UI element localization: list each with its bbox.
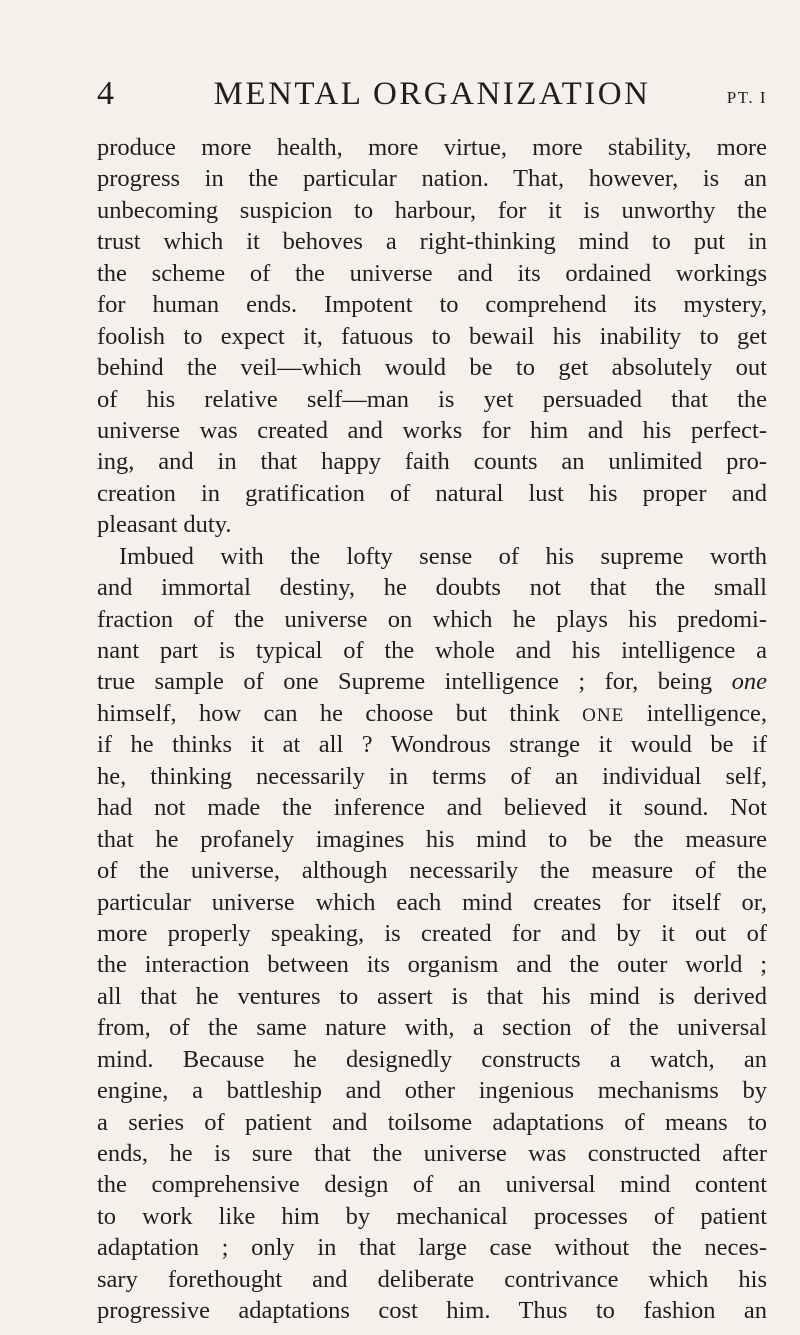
- text-line: unbecoming suspicion to harbour, for it is unworthy the: [97, 196, 767, 224]
- text-line: of the universe, although necessarily the measure of the: [97, 857, 767, 885]
- text-line: adaptation ; only in that large case without the neces-: [97, 1234, 767, 1262]
- text-line: mind. Because he designedly constructs a watch, an: [97, 1045, 767, 1073]
- text-line: if he thinks it at all ? Wondrous strange it would be if: [97, 731, 767, 759]
- body-text: [97, 132, 767, 1327]
- text-line: of his relative self—man is yet persuaded that the: [97, 385, 767, 413]
- text-line: pleasant duty.: [97, 511, 232, 539]
- text-line: universe was created and works for him and his perfect-: [97, 416, 767, 444]
- text-line: all that he ventures to assert is that his mind is derived: [97, 982, 767, 1010]
- text-line: particular universe which each mind creates for itself or,: [97, 888, 767, 916]
- text-segment: himself, how can he choose but think: [97, 699, 560, 727]
- text-line: the scheme of the universe and its ordained workings: [97, 259, 767, 287]
- text-segment: intelligence,: [646, 699, 767, 727]
- text-line: behind the veil—which would be to get absolutely out: [97, 354, 767, 382]
- text-line: from, of the same nature with, a section of the universal: [97, 1014, 767, 1042]
- text-segment: true sample of one Supreme intelligence ; for, being: [97, 668, 713, 696]
- text-line: ing, and in that happy faith counts an unlimited pro-: [97, 448, 767, 476]
- text-line-with-small-caps: [97, 698, 767, 729]
- paragraph-start-line: Imbued with the lofty sense of his supreme worth: [119, 542, 767, 570]
- text-line: the interaction between its organism and the outer world ;: [97, 951, 767, 979]
- text-line: the comprehensive design of an universal mind content: [97, 1171, 767, 1199]
- text-line: produce more health, more virtue, more stability, more: [97, 134, 767, 161]
- running-title: MENTAL ORGANIZATION: [213, 76, 651, 112]
- text-line: engine, a battleship and other ingenious mechanisms by: [97, 1077, 767, 1105]
- italic-word: one: [731, 668, 768, 696]
- text-line: nant part is typical of the whole and his intelligence a: [97, 637, 767, 664]
- text-line: and immortal destiny, he doubts not that the small: [97, 574, 767, 602]
- text-line: progressive adaptations cost him. Thus to fashion an: [97, 1297, 767, 1325]
- page-header: [97, 74, 767, 114]
- text-line: a series of patient and toilsome adaptations of means to: [97, 1108, 767, 1136]
- text-line: creation in gratification of natural lust his proper and: [97, 479, 767, 507]
- text-line: trust which it behoves a right-thinking mind to put in: [97, 228, 767, 256]
- text-line: ends, he is sure that the universe was constructed after: [97, 1140, 767, 1167]
- text-line: fraction of the universe on which he plays his predomi-: [97, 605, 767, 633]
- text-line: foolish to expect it, fatuous to bewail his inability to get: [97, 322, 767, 350]
- text-line: that he profanely imagines his mind to be the measure: [97, 825, 767, 853]
- text-line: had not made the inference and believed it sound. Not: [97, 794, 767, 822]
- small-caps-word: ONE: [582, 704, 625, 726]
- text-line: for human ends. Impotent to comprehend its mystery,: [97, 291, 767, 319]
- text-line: he, thinking necessarily in terms of an individual self,: [97, 762, 767, 790]
- text-line: more properly speaking, is created for and by it out of: [97, 919, 767, 947]
- text-line: progress in the particular nation. That, however, is an: [97, 165, 767, 193]
- text-line-with-italic: [97, 666, 767, 697]
- part-label: PT. I: [726, 88, 767, 107]
- page-number: 4: [97, 75, 114, 112]
- text-line: to work like him by mechanical processes of patient: [97, 1202, 767, 1230]
- text-line: sary forethought and deliberate contrivance which his: [97, 1265, 767, 1293]
